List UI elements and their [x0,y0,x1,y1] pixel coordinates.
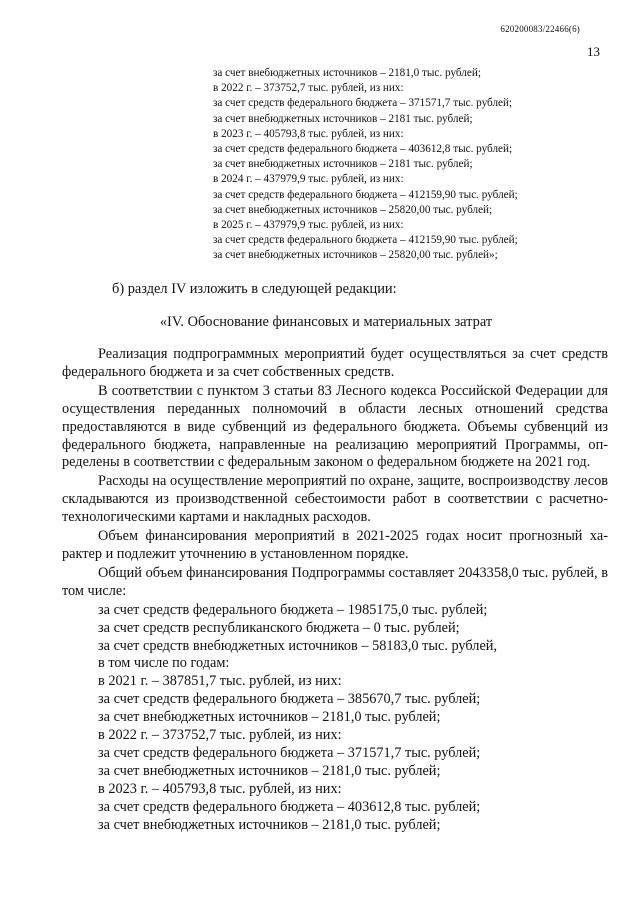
list-item: за счет средств федерального бюджета – 1985175,0 тыс. рублей; [98,601,488,618]
list-item: за счет средств республиканского бюджета – 0 тыс. рублей; [98,619,460,636]
paragraph: Реализация подпрограммных мероприятий будет осуществляться за счет средств федерального бюджета и за счет собственных средств. [62,346,608,380]
funding-line: за счет средств федерального бюджета – 403612,8 тыс. рублей; [213,143,513,156]
funding-line: за счет средств федерального бюджета – 371571,7 тыс. рублей; [213,97,513,110]
section-body [62,346,608,834]
continued-funding-block [213,66,593,264]
funding-line: за счет средств федерального бюджета – 412159,90 тыс. рублей; [213,188,518,201]
list-item: за счет средств внебюджетных источников – 58183,0 тыс. рублей, [98,637,498,654]
funding-line: за счет средств федерального бюджета – 412159,90 тыс. рублей; [213,234,518,247]
funding-line: за счет внебюджетных источников – 2181 тыс. рублей; [213,112,473,125]
list-item: за счет внебюджетных источников – 2181,0 тыс. рублей; [98,816,441,833]
section-title: «IV. Обоснование финансовых и материальных затрат [159,314,493,330]
list-item: в 2022 г. – 373752,7 тыс. рублей, из них: [98,727,342,744]
paragraph: В соответствии с пунктом 3 статьи 83 Лесного кодекса Российской Федерации для осуществления переданных полномочий в области лесных отношений средства предоставляются в виде субвенций из федерального бюджета. Объемы субвенций из федерального бюджета, направленные на реализацию мероприятий Программы, определены в соответствии с федеральным законом о федеральном бюджете на 2021 год. [62,382,608,471]
funding-line: в 2023 г. – 405793,8 тыс. рублей, из них: [213,127,404,140]
amendment-line: б) раздел IV изложить в следующей редакции: [112,281,397,297]
list-item: в 2023 г. – 405793,8 тыс. рублей, из них: [98,780,342,797]
funding-line: в 2024 г. – 437979,9 тыс. рублей, из них: [213,173,404,186]
list-item: в том числе по годам: [98,655,230,672]
funding-line: за счет внебюджетных источников – 2181 тыс. рублей; [213,158,473,171]
list-item: за счет средств федерального бюджета – 403612,8 тыс. рублей; [98,798,481,815]
list-item: в 2021 г. – 387851,7 тыс. рублей, из них: [98,673,342,690]
document-id: 620200083/22466(6) [500,24,580,34]
funding-line: за счет внебюджетных источников – 2181,0 тыс. рублей; [213,67,481,79]
paragraph: Общий объем финансирования Подпрограммы составляет 2043358,0 тыс. рублей, в том числе: [62,564,608,599]
list-item: за счет внебюджетных источников – 2181,0 тыс. рублей; [98,762,441,779]
paragraph: Расходы на осуществление мероприятий по охране, защите, воспроизводству лесов складываются из производственной себестоимости работ в соответствии с расчетно-технологическими картами и накладных расходов. [62,473,608,526]
list-item: за счет средств федерального бюджета – 385670,7 тыс. рублей; [98,691,481,708]
list-item: за счет внебюджетных источников – 2181,0 тыс. рублей; [98,709,441,726]
list-item: за счет средств федерального бюджета – 371571,7 тыс. рублей; [98,744,481,761]
page-number: 13 [587,44,600,59]
funding-line: за счет внебюджетных источников – 25820,00 тыс. рублей»; [213,249,498,262]
funding-line: в 2022 г. – 373752,7 тыс. рублей, из них: [213,82,404,95]
funding-line: в 2025 г. – 437979,9 тыс. рублей, из них: [213,219,404,232]
funding-line: за счет внебюджетных источников – 25820,00 тыс. рублей; [213,203,493,216]
funding-list [62,602,608,835]
paragraph: Объем финансирования мероприятий в 2021-2025 годах носит прогнозный характер и подлежит уточнению в установленном порядке. [62,528,608,562]
